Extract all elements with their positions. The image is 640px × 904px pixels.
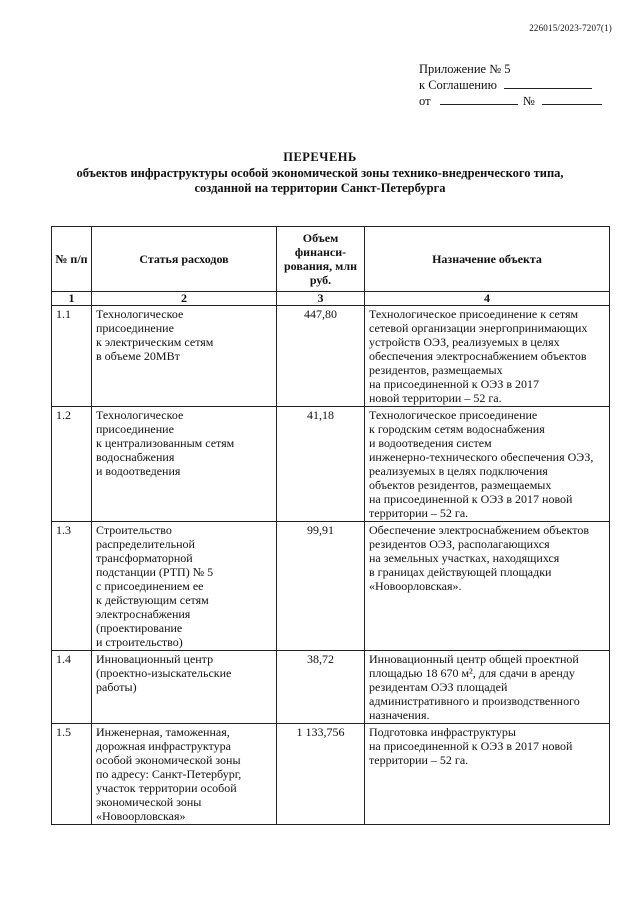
appendix-block [419, 62, 602, 109]
row-expense-item: Технологическое присоединение к электрическим сетям в объеме 20МВт [92, 306, 277, 407]
row-purpose: Обеспечение электроснабжением объектов резидентов ОЭЗ, располагающихся на земельных участках, находящихся в границах действующей площадки «Новоорловская». [365, 522, 610, 651]
infrastructure-table [51, 226, 610, 825]
header-purpose: Назначение объекта [365, 227, 610, 292]
column-numbering-row [52, 292, 610, 306]
header-amount: Объем финанси- рования, млн руб. [277, 227, 365, 292]
column-number-4: 4 [365, 292, 610, 306]
row-expense-item: Инновационный центр (проектно-изыскательские работы) [92, 651, 277, 724]
table-row [52, 651, 610, 724]
table-header-row [52, 227, 610, 292]
header-num: № п/п [52, 227, 92, 292]
agreement-blank-line [504, 77, 592, 89]
row-amount: 99,91 [277, 522, 365, 651]
table-row [52, 724, 610, 825]
heading-subtitle-2: созданной на территории Санкт-Петербурга [194, 181, 446, 195]
row-expense-item: Строительство распределительной трансформаторной подстанции (РТП) № 5 с присоединением ее к действующим сетям электроснабжения (проектирование и строительство) [92, 522, 277, 651]
column-number-1: 1 [52, 292, 92, 306]
row-purpose: Инновационный центр общей проектной площадью 18 670 м², для сдачи в аренду резидентам ОЭЗ площадей административного и производственного назначения. [365, 651, 610, 724]
appendix-date-line [419, 93, 602, 109]
header-item: Статья расходов [92, 227, 277, 292]
appendix-number-label: № [522, 94, 535, 108]
row-number: 1.1 [52, 306, 92, 407]
row-number: 1.5 [52, 724, 92, 825]
table-row [52, 306, 610, 407]
row-number: 1.4 [52, 651, 92, 724]
row-expense-item: Технологическое присоединение к централизованным сетям водоснабжения и водоотведения [92, 407, 277, 522]
row-expense-item: Инженерная, таможенная, дорожная инфраструктура особой экономической зоны по адресу: Санкт-Петербург, участок территории особой экономической зоны «Новоорловская» [92, 724, 277, 825]
row-number: 1.2 [52, 407, 92, 522]
number-blank-line [542, 93, 602, 105]
column-number-2: 2 [92, 292, 277, 306]
row-purpose: Технологическое присоединение к сетям сетевой организации энергопринимающих устройств ОЭЗ, реализуемых в целях обеспечения электроснабжением объектов резидентов, размещаемых на присоединенной к ОЭЗ в 2017 новой территории – 52 га. [365, 306, 610, 407]
heading-title: ПЕРЕЧЕНЬ [283, 150, 357, 164]
row-amount: 1 133,756 [277, 724, 365, 825]
table-row [52, 522, 610, 651]
document-heading [0, 150, 640, 197]
row-amount: 38,72 [277, 651, 365, 724]
appendix-title: Приложение № 5 [419, 62, 511, 76]
document-registration-code: 226015/2023-7207(1) [529, 23, 612, 33]
appendix-agreement-line [419, 77, 602, 93]
appendix-agreement-label: к Соглашению [419, 78, 497, 92]
row-amount: 41,18 [277, 407, 365, 522]
row-purpose: Технологическое присоединение к городским сетям водоснабжения и водоотведения систем инженерно-технического обеспечения ОЭЗ, реализуемых в целях подключения объектов резидентов, размещаемых на присоединенной к ОЭЗ в 2017 новой территории – 52 га. [365, 407, 610, 522]
heading-subtitle-1: объектов инфраструктуры особой экономической зоны технико-внедренческого типа, [76, 165, 564, 180]
row-purpose: Подготовка инфраструктуры на присоединенной к ОЭЗ в 2017 новой территории – 52 га. [365, 724, 610, 825]
date-blank-line [440, 93, 518, 105]
row-number: 1.3 [52, 522, 92, 651]
appendix-from-label: от [419, 94, 431, 108]
column-number-3: 3 [277, 292, 365, 306]
row-amount: 447,80 [277, 306, 365, 407]
table-row [52, 407, 610, 522]
